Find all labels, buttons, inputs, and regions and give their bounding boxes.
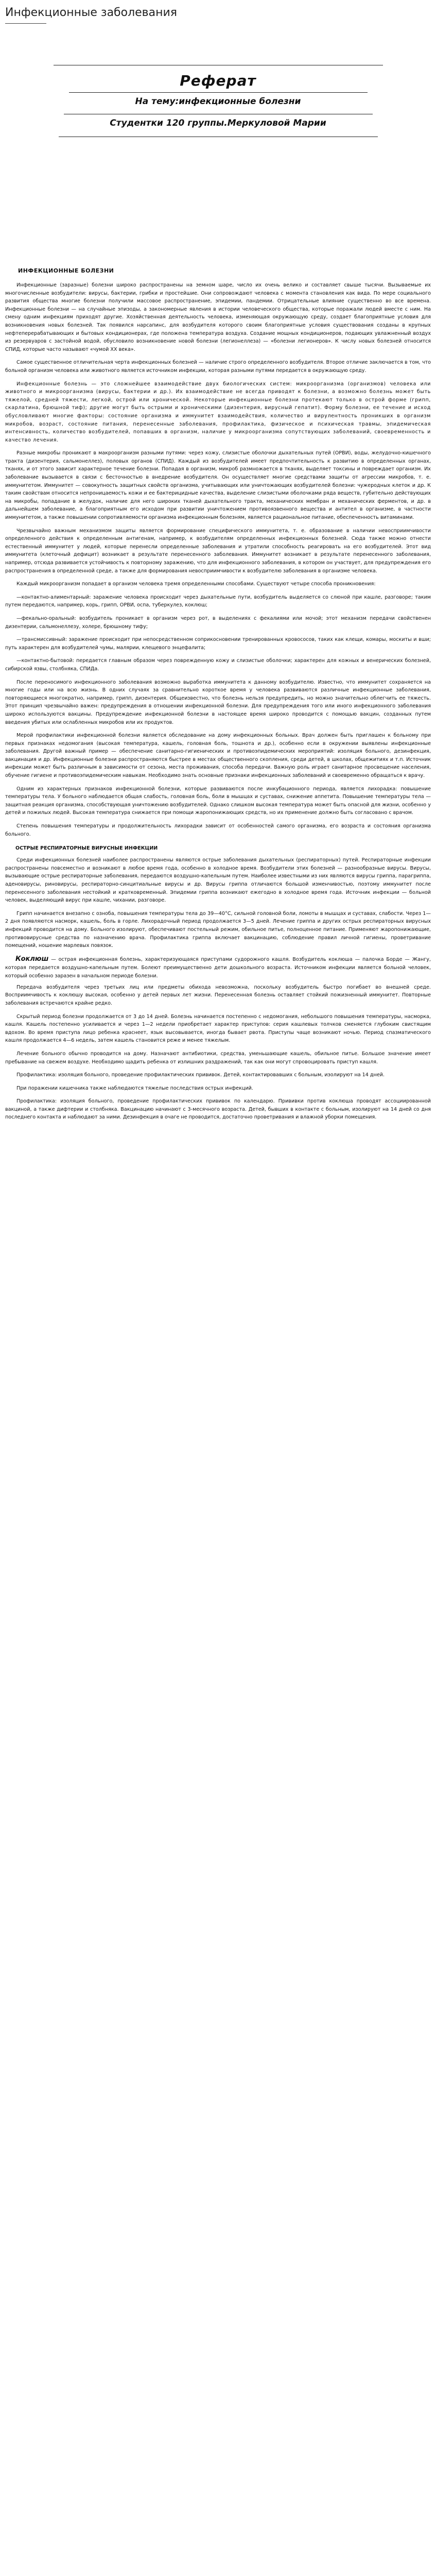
cover-spacer	[5, 138, 431, 256]
document-page	[0, 0, 436, 1147]
section-heading-infectious: ИНФЕКЦИОННЫЕ БОЛЕЗНИ	[18, 267, 114, 274]
list-item: —контактно-алиментарный: заражение человека происходит через дыхательные пути, возбудитель выделяется со слюной при кашле, разговоре; таким путем передаются, например, корь, грипп, ОРВИ, оспа, туберкулез, коклюш;	[5, 594, 431, 608]
paragraph: Среди инфекционных болезней наиболее распространены являются острые заболевания дыхательных (респираторных) путей. Респираторные инфекции распространены повсеместно и возникают в любое время года, особенно в холодное время. Возбудители этих болезней — разнообразные вирусы. Вирусы, вызывающие острые респираторные заболевания, передаются воздушно-капельным путем. Наиболее известными из них являются вирусы гриппа, парагриппа, аденовирусы, риновирусы, респираторно-синцитиальные вирусы и др. Вирусы гриппа отличаются большой изменчивостью, поэтому иммунитет после перенесенного заболевания нестойкий и кратковременный. Эпидемии гриппа возникают ежегодно в холодное время года. Источник инфекции — больной человек, выделяющий вирус при кашле, чихании, разговоре.	[5, 857, 431, 904]
list-item: —контактно-бытовой: передается главным образом через поврежденную кожу и слизистые оболочки; характерен для кожных и венерических болезней, сибирской язвы, столбняка, СПИДа.	[5, 658, 431, 672]
cover-block	[5, 65, 431, 138]
paragraph: Разные микробы проникают в макроорганизм разными путями: через кожу, слизистые оболочки дыхательных путей (ОРВИ), воды, желудочно-кишечного тракта (дизентерия, сальмонеллез), половых органов (СПИД). Каждый из возбудителей имеет предпочтительность к развитию в определенных органах, тканях, и от этого зависит характерное течение болезни. Попадая в организм, микроб размножается в тканях, выделяет токсины и повреждает организм. Их заболевание вызывается в связи с бесточностью в внедрение возбудителя. Он осуществляет многие средствами защиты от агрессии микробов, т. е. иммунитетом. Иммунитет — совокупность защитных свойств организма, учитывающих или уничтожающих возбудителей болезни: чужеродных клеток и др. К таким свойствам относится непроницаемость кожи и ее бактерицидные качества, выделение слизистыми оболочками ряда веществ, губительно действующих на микробы, попадание в желудок, наличие для него широких тканей дыхательного тракта, механических мембран и механических ферментов, и др. в дальнейшем заболевание, а благоприятным его исходом при развитии уничтожением противоязвенного вещества и антител в организме, в частности иммунитетом, а также повышении сопротивляемости организма инфекционным болезням, является рациональное питание, обеспеченность витаминами.	[5, 450, 431, 521]
paragraph: Чрезвычайно важным механизмом защиты является формирование специфического иммунитета, т. е. образование в наличии невосприимчивости определенного действия к определенным антигенам, например, к возбудителям определенных инфекционных болезней. Сюда также можно отнести естественный иммунитет у людей, которые перенесли определенные заболевания и утратили способность реагировать на его возбудителей. Этот вид иммунитета (клеточный дефицит) возникает в результате перенесенного заболевания. Иммунитет возникает в результате перенесенного заболевания, например, отсюда развивается устойчивость к повторному заражению, что для инфекционного заболевания, в котором он участвует, для предупреждения его распространения в определенной среде, а также для формирования невосприимчивости к возбудителю заболевания в организме человека.	[5, 528, 431, 574]
section-body-1	[5, 281, 431, 575]
cover-rule-top	[54, 65, 383, 66]
paragraph: Одним из характерных признаков инфекционной болезни, которые развиваются после инкубационного периода, является лихорадка: повышение температуры тела. У больного наблюдается общая слабость, головная боль, боли в мышцах и суставах, снижение аппетита. Повышение температуры тела — защитная реакция организма, способствующая уничтожению возбудителей. Однако слишком высокая температура может быть опасной для жизни, особенно у детей и пожилых людей. Высокая температура снижается при помощи жаропонижающих средств, но их применение должно быть согласовано с врачом.	[5, 786, 431, 816]
paragraph: Каждый микроорганизм попадает в организм человека тремя определенными способами. Существуют четыре способа проникновения:	[16, 581, 376, 587]
page-title: Инфекционные заболевания	[5, 6, 178, 19]
paragraph: Лечение больного обычно проводится на дому. Назначают антибиотики, средства, уменьшающие кашель, обильное питье. Большое значение имеет пребывание на свежем воздухе. Необходимо щадить ребенка от излишних раздражений, так как они могут спровоцировать приступ кашля.	[5, 1050, 431, 1065]
paragraph: Инфекционные (заразные) болезни широко распространены на земном шаре, число их очень велико и составляет свыше тысячи. Вызываемые их многочисленные возбудители: вирусы, бактерии, грибки и простейшие. Они сопровождают человека с момента становления как вида. По мере социального развития общества многие болезни получили массовое распространение, эпидемии, пандемии. Отрицательные влияние существенно во все времена. Инфекционные болезни — на случайные эпизоды, а закономерные явления в истории человеческого общества, которые поражали людей вместе с ним. На смену одним инфекциям приходят другие. Хозяйственная деятельность человека, изменяющая окружающую среду, создает благоприятные условия для возникновения новых болезней. Так появился нарсапинс, для возбудителя которого своим благоприятные условия существования созданы в крупных нефтеперерабатывающих и бытовых кондиционерах, где положена температура воздуха. Создание мощных кондиционеров, подающих увлажненный воздух из резервуаров с застойной водой, обусловило возникновение новой болезни (легионеллеза) — «болезни легионеров». К числу новых болезней относится СПИД, которые часто называют «чумой XX века».	[5, 282, 431, 352]
section-body-2	[5, 580, 431, 838]
paragraph: Профилактика: изоляция больного, проведение профилактических прививок. Детей, контактировавших с больным, изолируют на 14 дней.	[16, 1072, 385, 1078]
cover-topic: На тему:инфекционные болезни	[135, 96, 301, 107]
cover-rule-middle	[69, 92, 368, 93]
paragraph: Степень повышения температуры и продолжительность лихорадки зависит от особенностей самого организма, его возраста и состояния организма больного.	[5, 823, 431, 837]
paragraph: Самое существенное отличительная черта инфекционных болезней — наличие строго определенного возбудителя. Второе отличие заключается в том, что больной организм человека или животного является источником инфекции, которая разными путями передается в окружающую среду.	[5, 360, 431, 374]
paragraph: Скрытый период болезни продолжается от 3 до 14 дней. Болезнь начинается постепенно с недомогания, небольшого повышения температуры, насморка, кашля. Кашель постепенно усиливается и через 1—2 недели приобретает характер приступов: серия кашлевых толчков сменяется глубоким свистящим вдохом. Во время приступа лицо ребенка краснеет, язык высовывается, иногда бывает рвота. Приступы чаще возникают ночью. Период спазматического кашля продолжается 4—6 недель, затем кашель становится реже и менее тяжелым.	[5, 1013, 431, 1044]
title-underline	[5, 23, 46, 24]
section-body-4	[5, 1084, 431, 1122]
paragraph: Инфекционные болезнь — это сложнейшее взаимодействие двух биологических систем: микроорганизма (организмов) человека или животного и микроорганизма (вирусы, бактерии и др.). Их взаимодействие не всегда приводят к болезни, а возможно болезнь может быть тяжелой, средней тяжести, легкой, острой или хронической. Некоторые инфекционные болезни протекают только в острой форме (грипп, скарлатина, брюшной тиф); другие могут быть острыми и хроническими (дизентерия, вирусный гепатит). Форму болезни, ее течение и исход обусловливают многие факторы: состояние организма и иммунитет взаимодействия, количество и вирулентность проникших в организм микробов, возраст, состояние питания, перенесенные заболевания, профилактика, физическое и психическая травмы, эпидемическая интенсивность, количество возбудителей, попавших в организм, наличие у микроорганизма сопутствующих заболеваний, своевременность и качество лечения.	[5, 381, 431, 443]
cover-student: Студентки 120 группы.Меркуловой Марии	[110, 118, 326, 128]
paragraph: При поражении кишечника также наблюдаются тяжелые последствия острых инфекций.	[16, 1085, 253, 1091]
cover-heading: Реферат	[180, 72, 256, 89]
cover-rule-lower	[64, 114, 373, 115]
cough-intro	[5, 955, 431, 980]
cough-intro-text: — острая инфекционная болезнь, характеризующаяся приступами судорожного кашля. Возбудитель коклюша — палочка Борде — Жангу, которая передается воздушно-капельным путем. Болеют преимущественно дети дошкольного возраста. Источником инфекции является больной человек, который особенно заразен в начальном периоде болезни.	[5, 956, 431, 979]
cough-section	[5, 955, 431, 1079]
list-item: —фекально-оральный: возбудитель проникает в организм через рот, в выделениях с фекалиями или мочой; этот механизм передачи свойственен дизентерии, сальмонеллезу, холере, брюшному тифу;	[5, 615, 431, 630]
section-heading-respiratory: ОСТРЫЕ РЕСПИРАТОРНЫЕ ВИРУСНЫЕ ИНФЕКЦИИ	[15, 845, 158, 852]
cough-heading: Коклюш	[15, 955, 49, 963]
list-item: —трансмиссивный: заражение происходит при непосредственном соприкосновении тренированных кровососов, таких как клещи, комары, москиты и вши; путь характерен для возбудителей чумы, малярии, клещевого энцефалита;	[5, 637, 431, 651]
paragraph: Грипп начинается внезапно с озноба, повышения температуры тела до 39—40°С, сильной головной боли, ломоты в мышцах и суставах, слабости. Через 1—2 дня появляются насморк, кашель, боль в горле. Лихорадочный период продолжается 3—5 дней. Лечение гриппа и других острых респираторных вирусных инфекций проводится на дому. Больного изолируют, обеспечивают постельный режим, обильное питье, полноценное питание. Применяют жаропонижающие, противовирусные средства по назначению врача. Профилактика гриппа включает вакцинацию, соблюдение правил личной гигиены, проветривание помещений, ношение марлевых повязок.	[5, 910, 431, 949]
paragraph: После переносимого инфекционного заболевания возможно выработка иммунитета к данному возбудителю. Известно, что иммунитет сохраняется на многие годы или на всю жизнь. В одних случаях за сравнительно короткое время у человека развиваются различные инфекционные заболевания, повторяющиеся многократно, например, грипп, дизентерия. Общеизвестно, что болезнь нельзя предупредить, но можно значительно облегчить ее тяжесть. Этот принцип чрезвычайно важен: предупреждения в отношении инфекционной болезни. Для предупреждения того или иного инфекционного заболевания широко используются вакцины. Предупреждение инфекционной болезни в настоящее время широко проводится с помощью вакцин, созданных путем введения убитых или ослабленных микробов или их продуктов.	[5, 679, 431, 725]
paragraph: Передача возбудителя через третьих лиц или предметы обихода невозможна, поскольку возбудитель быстро погибает во внешней среде. Восприимчивость к коклюшу высокая, особенно у детей первых лет жизни. Перенесенная болезнь оставляет стойкий пожизненный иммунитет. Повторные заболевания встречаются крайне редко.	[5, 984, 431, 1006]
section-body-3	[5, 856, 431, 950]
paragraph: Мерой профилактики инфекционной болезни является обследование на дому инфекционных больных. Врач должен быть приглашен к больному при первых признаках недомогания (высокая температура, кашель, головная боль, тошнота и др.), особенно если в окружении выявлены инфекционные заболевания. Другой важный пример — обеспечение санитарно-гигиенических и противоэпидемических мероприятий: изоляция больного, дезинфекция, вакцинация и др. Инфекционные болезни распространяются быстрее в местах общественного скопления, среди детей, в школах, общежитиях и т.п. Источник инфекции может быть различным в зависимости от сезона, места проживания, способа передачи. Важную роль играет санитарное просвещение населения, обучение гигиене и противоэпидемическим навыкам. Необходимо знать основные признаки инфекционных заболеваний и своевременно обращаться к врачу.	[5, 733, 431, 779]
paragraph: Профилактика: изоляция больного, проведение профилактических прививок по календарю. Прививки против коклюша проводят ассоциированной вакциной, а также дифтерии и столбняка. Вакцинацию начинают с 3-месячного возраста. Детей, бывших в контакте с больным, изолируют на 14 дней со дня последнего контакта и наблюдают за ними. Дезинфекция в очаге не проводится, достаточно проветривания и влажной уборки помещения.	[5, 1098, 431, 1121]
cover-rule-bottom	[59, 137, 378, 138]
